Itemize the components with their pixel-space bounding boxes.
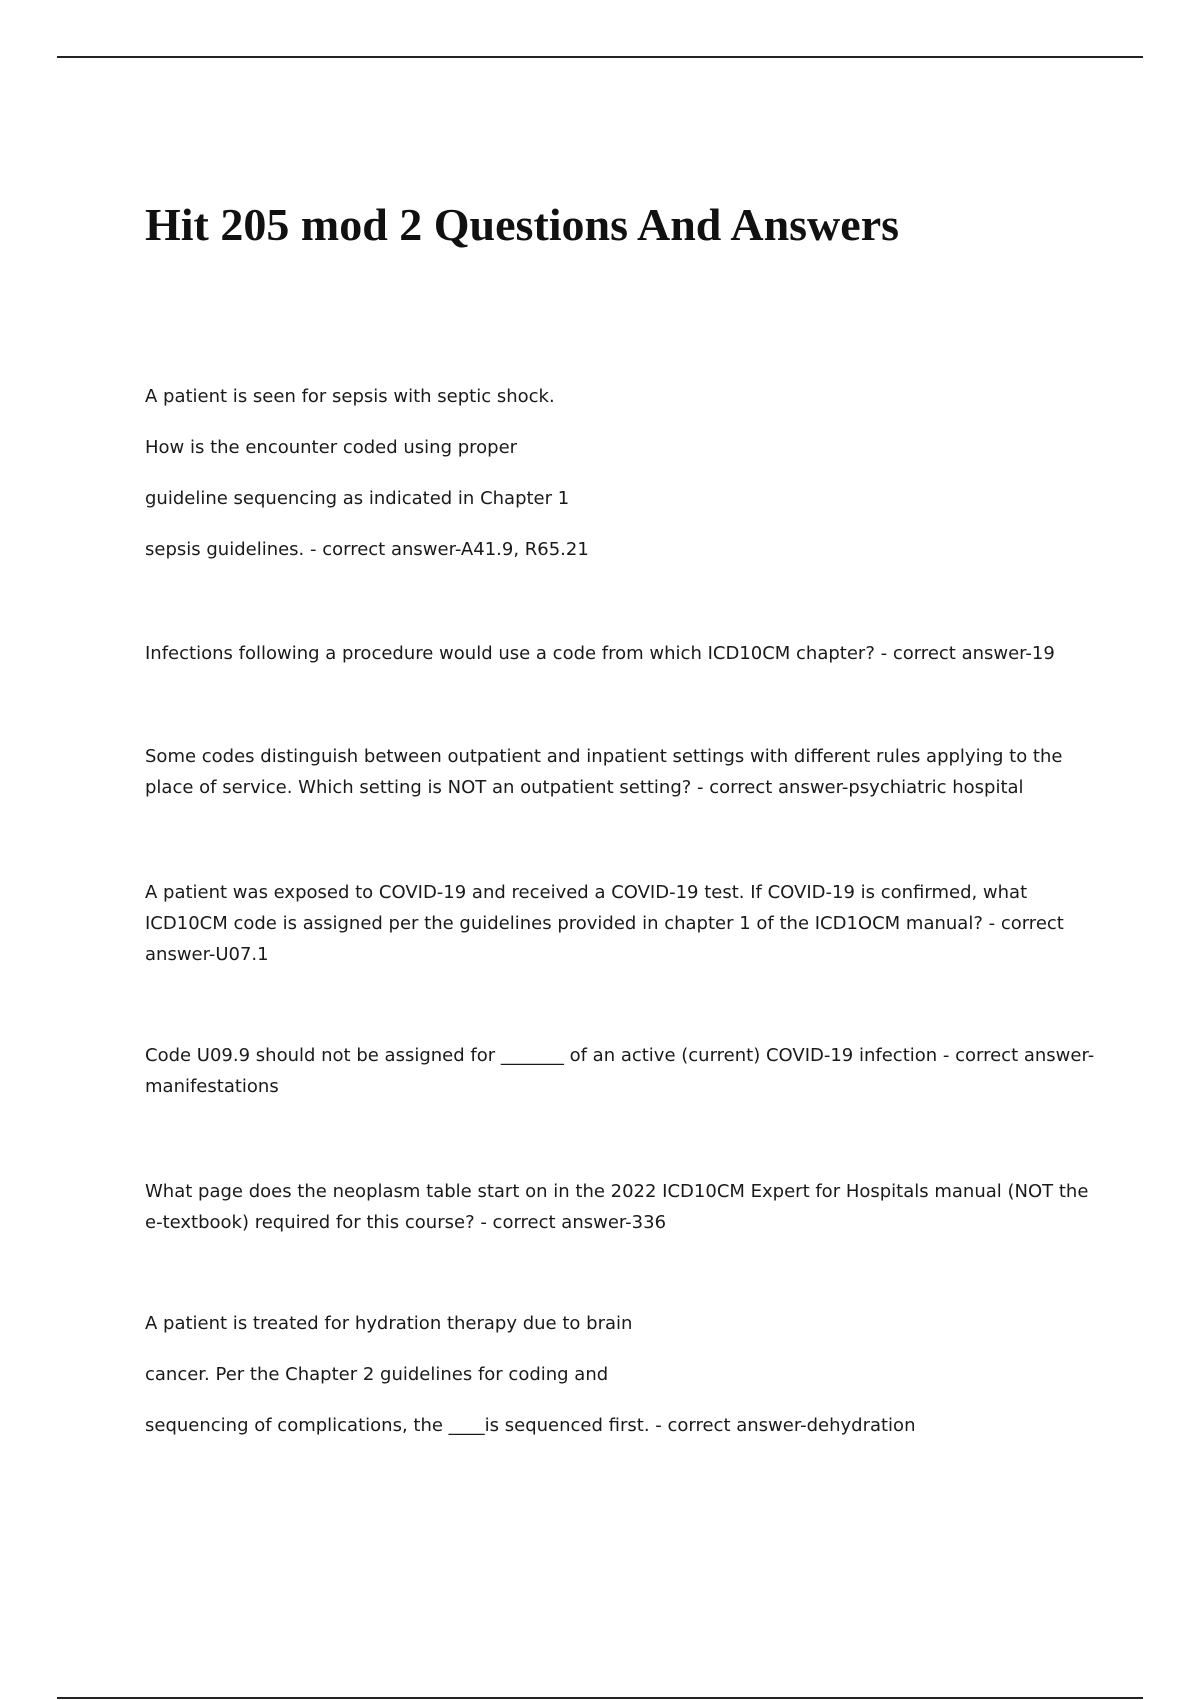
qa-item-hydration <box>145 1312 1095 1465</box>
qa-item-infections: Infections following a procedure would use a code from which ICD10CM chapter? - correct answer-19 <box>145 643 1055 664</box>
qa-item-outpatient: Some codes distinguish between outpatient and inpatient settings with different rules applying to the place of service. Which setting is NOT an outpatient setting? - correct answer-psychiatric hospital <box>145 746 1063 798</box>
qa-item-neoplasm-table: What page does the neoplasm table start on in the 2022 ICD10CM Expert for Hospitals manual (NOT the e-textbook) required for this course? - correct answer-336 <box>145 1181 1089 1233</box>
qa-line: sequencing of complications, the ____is sequenced first. - correct answer-dehydration <box>145 1415 916 1436</box>
qa-item-sepsis <box>145 385 1095 589</box>
qa-line: A patient is treated for hydration therapy due to brain <box>145 1313 633 1334</box>
qa-line: How is the encounter coded using proper <box>145 437 518 458</box>
bottom-rule <box>57 1697 1143 1699</box>
qa-item-covid-code: A patient was exposed to COVID-19 and received a COVID-19 test. If COVID-19 is confirmed, what ICD10CM code is assigned per the guidelines provided in chapter 1 of the ICD1OCM manual? - correct answer-U07.1 <box>145 882 1064 965</box>
qa-line: guideline sequencing as indicated in Chapter 1 <box>145 488 570 509</box>
qa-line: sepsis guidelines. - correct answer-A41.9, R65.21 <box>145 539 589 560</box>
qa-line: cancer. Per the Chapter 2 guidelines for coding and <box>145 1364 609 1385</box>
document-title: Hit 205 mod 2 Questions And Answers <box>145 199 900 250</box>
qa-item-u09: Code U09.9 should not be assigned for _______ of an active (current) COVID-19 infection - correct answer-manifestations <box>145 1045 1095 1097</box>
top-rule <box>57 56 1143 58</box>
qa-line: A patient is seen for sepsis with septic shock. <box>145 386 555 407</box>
